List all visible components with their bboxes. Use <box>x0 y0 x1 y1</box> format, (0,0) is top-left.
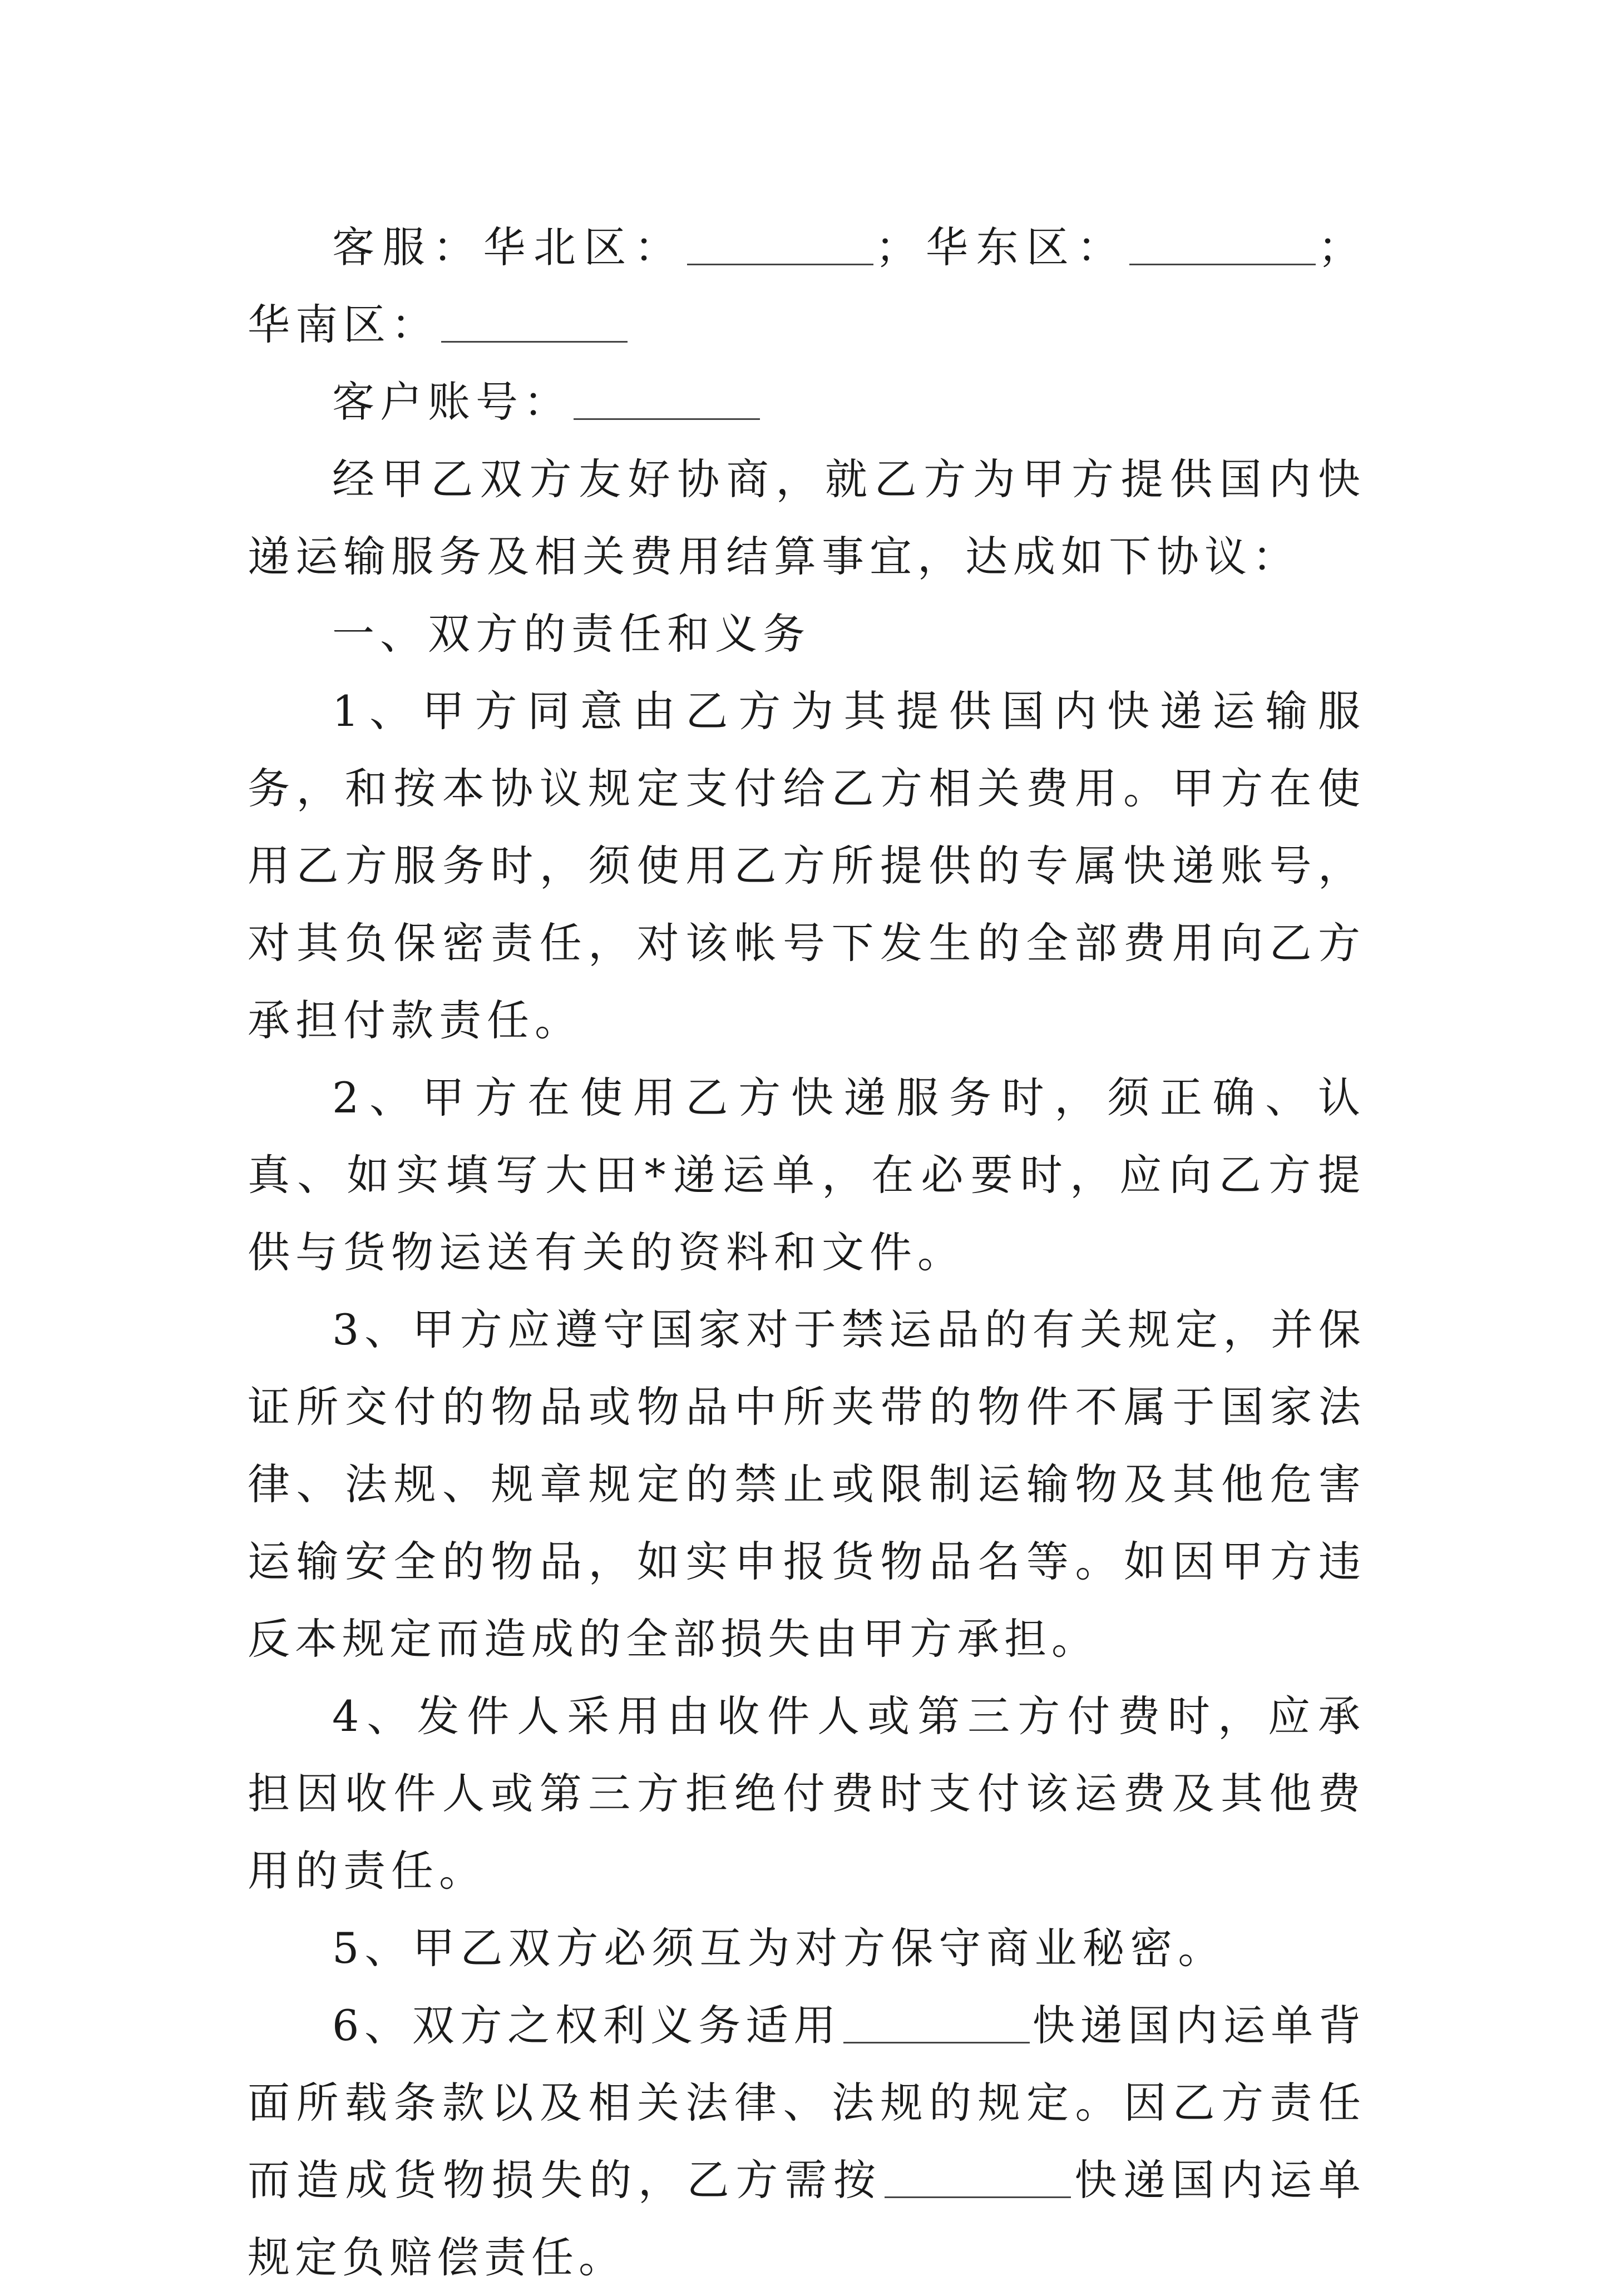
separator: ； <box>875 222 923 272</box>
account-paragraph <box>248 363 1366 441</box>
separator: ； <box>1318 222 1366 272</box>
clause-6 <box>248 1987 1366 2296</box>
clause-6-blank-2 <box>885 2158 1071 2198</box>
clause-6-blank-1 <box>843 2003 1030 2043</box>
service-label: 客服： <box>332 222 483 272</box>
clause-6-text-1: 6、双方之权利义务适用 <box>332 2001 842 2050</box>
clause-6-text-3: 快递国内运单规定负赔偿责任。 <box>248 2155 1366 2282</box>
section-heading: 一、双方的责任和义务 <box>332 609 811 659</box>
intro-paragraph: 经甲乙双方友好协商，就乙方为甲方提供国内快递运输服务及相关费用结算事宜，达成如下协议： <box>248 454 1366 581</box>
north-region-blank <box>687 225 873 265</box>
east-region-label: 华东区： <box>923 222 1127 272</box>
account-blank <box>574 379 760 420</box>
account-label: 客户账号： <box>332 377 571 427</box>
clause-4: 4、发件人采用由收件人或第三方付费时，应承担因收件人或第三方拒绝付费时支付该运费及其他费用的责任。 <box>248 1691 1366 1896</box>
document-page <box>248 209 1366 2296</box>
clause-3: 3、甲方应遵守国家对于禁运品的有关规定，并保证所交付的物品或物品中所夹带的物件不属于国家法律、法规、规章规定的禁止或限制运输物及其他危害运输安全的物品，如实申报货物品名等。如因甲方违反本规定而造成的全部损失由甲方承担。 <box>248 1305 1366 1664</box>
contact-paragraph <box>248 209 1366 363</box>
clause-1: 1、甲方同意由乙方为其提供国内快递运输服务，和按本协议规定支付给乙方相关费用。甲方在使用乙方服务时，须使用乙方所提供的专属快递账号，对其负保密责任，对该帐号下发生的全部费用向乙方承担付款责任。 <box>248 686 1366 1045</box>
clause-2: 2、甲方在使用乙方快递服务时，须正确、认真、如实填写大田*递运单，在必要时，应向乙方提供与货物运送有关的资料和文件。 <box>248 1073 1366 1277</box>
north-region-label: 华北区： <box>483 222 685 272</box>
south-region-label: 华南区： <box>248 300 439 349</box>
clause-6-text-2: 快递国内运单背面所载条款以及相关法律、法规的规定。因乙方责任而造成货物损失的，乙方需按 <box>248 2001 1366 2205</box>
clause-5: 5、甲乙双方必须互为对方保守商业秘密。 <box>332 1923 1226 1973</box>
south-region-blank <box>441 302 628 343</box>
east-region-blank <box>1129 225 1316 265</box>
